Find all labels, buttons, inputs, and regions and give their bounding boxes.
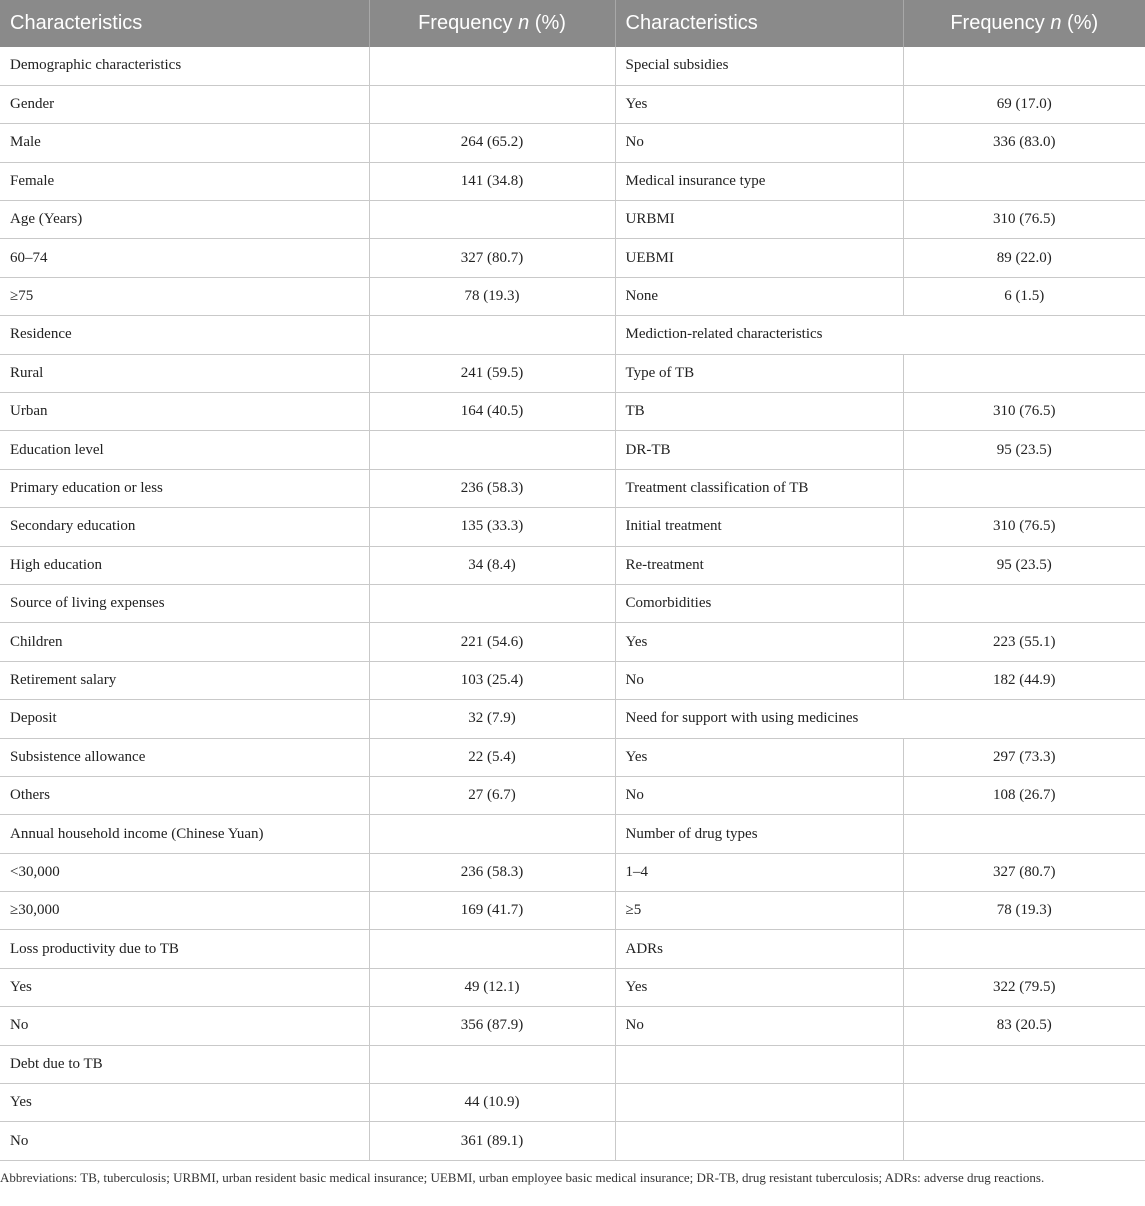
left-characteristic: Age (Years): [0, 201, 369, 239]
left-frequency: 327 (80.7): [369, 239, 615, 277]
header-frequency-left-suffix: (%): [529, 12, 566, 34]
left-frequency: 27 (6.7): [369, 776, 615, 814]
right-characteristic: Yes: [615, 85, 903, 123]
left-characteristic: High education: [0, 546, 369, 584]
left-characteristic: ≥75: [0, 277, 369, 315]
left-characteristic: Gender: [0, 85, 369, 123]
left-characteristic: Rural: [0, 354, 369, 392]
table-row: [0, 239, 1145, 277]
left-frequency: 103 (25.4): [369, 661, 615, 699]
left-characteristic: 60–74: [0, 239, 369, 277]
left-characteristic: Male: [0, 124, 369, 162]
right-section-heading: Mediction-related characteristics: [615, 316, 1145, 354]
right-frequency: 78 (19.3): [903, 892, 1145, 930]
right-characteristic: ADRs: [615, 930, 903, 968]
right-characteristic: No: [615, 661, 903, 699]
left-characteristic: Source of living expenses: [0, 584, 369, 622]
left-frequency: [369, 85, 615, 123]
table-row: [0, 815, 1145, 853]
right-characteristic: [615, 1122, 903, 1160]
right-characteristic: No: [615, 776, 903, 814]
right-frequency: 223 (55.1): [903, 623, 1145, 661]
right-frequency: [903, 1084, 1145, 1122]
table-row: [0, 85, 1145, 123]
table-row: [0, 776, 1145, 814]
left-frequency: 141 (34.8): [369, 162, 615, 200]
table-row: [0, 47, 1145, 85]
right-characteristic: No: [615, 124, 903, 162]
left-frequency: [369, 815, 615, 853]
table-row: [0, 162, 1145, 200]
table-row: [0, 623, 1145, 661]
header-frequency-right-prefix: Frequency: [950, 12, 1051, 34]
left-frequency: 236 (58.3): [369, 469, 615, 507]
left-characteristic: Loss productivity due to TB: [0, 930, 369, 968]
right-frequency: 327 (80.7): [903, 853, 1145, 891]
header-frequency-right: [903, 0, 1145, 47]
right-characteristic: Treatment classification of TB: [615, 469, 903, 507]
table-row: [0, 277, 1145, 315]
table-row: [0, 354, 1145, 392]
right-characteristic: Medical insurance type: [615, 162, 903, 200]
table-row: [0, 738, 1145, 776]
table-row: [0, 1007, 1145, 1045]
table-row: [0, 469, 1145, 507]
right-characteristic: No: [615, 1007, 903, 1045]
left-characteristic: Urban: [0, 393, 369, 431]
left-frequency: 32 (7.9): [369, 700, 615, 738]
right-characteristic: [615, 1084, 903, 1122]
right-characteristic: [615, 1045, 903, 1083]
left-characteristic: Yes: [0, 968, 369, 1006]
right-frequency: 336 (83.0): [903, 124, 1145, 162]
header-frequency-left-prefix: Frequency: [418, 12, 519, 34]
table-row: [0, 1084, 1145, 1122]
table-row: [0, 393, 1145, 431]
left-frequency: 44 (10.9): [369, 1084, 615, 1122]
right-frequency: [903, 584, 1145, 622]
right-characteristic: Comorbidities: [615, 584, 903, 622]
left-frequency: 169 (41.7): [369, 892, 615, 930]
right-frequency: 108 (26.7): [903, 776, 1145, 814]
right-characteristic: Special subsidies: [615, 47, 903, 85]
right-frequency: 69 (17.0): [903, 85, 1145, 123]
table-row: [0, 431, 1145, 469]
left-characteristic: Yes: [0, 1084, 369, 1122]
table-row: [0, 316, 1145, 354]
right-characteristic: TB: [615, 393, 903, 431]
header-characteristics-left: Characteristics: [0, 0, 369, 47]
right-frequency: [903, 930, 1145, 968]
table-row: [0, 508, 1145, 546]
right-characteristic: Yes: [615, 623, 903, 661]
left-characteristic: Retirement salary: [0, 661, 369, 699]
left-characteristic: Demographic characteristics: [0, 47, 369, 85]
left-frequency: 49 (12.1): [369, 968, 615, 1006]
left-characteristic: Deposit: [0, 700, 369, 738]
right-characteristic: Yes: [615, 968, 903, 1006]
right-frequency: 182 (44.9): [903, 661, 1145, 699]
left-characteristic: Others: [0, 776, 369, 814]
table-row: [0, 546, 1145, 584]
right-characteristic: UEBMI: [615, 239, 903, 277]
left-characteristic: Secondary education: [0, 508, 369, 546]
table-row: [0, 892, 1145, 930]
left-frequency: [369, 201, 615, 239]
table-header-row: [0, 0, 1145, 47]
right-section-heading: Need for support with using medicines: [615, 700, 1145, 738]
left-frequency: 34 (8.4): [369, 546, 615, 584]
left-characteristic: Residence: [0, 316, 369, 354]
right-characteristic: Type of TB: [615, 354, 903, 392]
left-frequency: 361 (89.1): [369, 1122, 615, 1160]
left-frequency: 241 (59.5): [369, 354, 615, 392]
table-row: [0, 968, 1145, 1006]
right-frequency: 95 (23.5): [903, 546, 1145, 584]
right-characteristic: Number of drug types: [615, 815, 903, 853]
left-characteristic: Children: [0, 623, 369, 661]
left-frequency: [369, 431, 615, 469]
header-frequency-left: [369, 0, 615, 47]
left-frequency: [369, 316, 615, 354]
right-frequency: [903, 1045, 1145, 1083]
left-frequency: 236 (58.3): [369, 853, 615, 891]
left-frequency: 22 (5.4): [369, 738, 615, 776]
left-frequency: [369, 584, 615, 622]
right-frequency: 310 (76.5): [903, 393, 1145, 431]
right-characteristic: None: [615, 277, 903, 315]
left-frequency: [369, 47, 615, 85]
right-frequency: [903, 162, 1145, 200]
left-characteristic: Subsistence allowance: [0, 738, 369, 776]
right-frequency: 297 (73.3): [903, 738, 1145, 776]
left-frequency: [369, 1045, 615, 1083]
left-frequency: 221 (54.6): [369, 623, 615, 661]
left-frequency: 164 (40.5): [369, 393, 615, 431]
left-characteristic: Debt due to TB: [0, 1045, 369, 1083]
left-frequency: 135 (33.3): [369, 508, 615, 546]
left-characteristic: Female: [0, 162, 369, 200]
left-characteristic: Education level: [0, 431, 369, 469]
left-frequency: 356 (87.9): [369, 1007, 615, 1045]
left-characteristic: No: [0, 1122, 369, 1160]
table-row: [0, 1045, 1145, 1083]
right-frequency: 83 (20.5): [903, 1007, 1145, 1045]
right-frequency: 310 (76.5): [903, 201, 1145, 239]
table-row: [0, 853, 1145, 891]
table-row: [0, 661, 1145, 699]
right-frequency: [903, 354, 1145, 392]
right-frequency: 322 (79.5): [903, 968, 1145, 1006]
right-characteristic: DR-TB: [615, 431, 903, 469]
left-frequency: 264 (65.2): [369, 124, 615, 162]
right-characteristic: ≥5: [615, 892, 903, 930]
right-frequency: [903, 469, 1145, 507]
left-characteristic: No: [0, 1007, 369, 1045]
right-frequency: 95 (23.5): [903, 431, 1145, 469]
left-characteristic: Primary education or less: [0, 469, 369, 507]
right-characteristic: Re-treatment: [615, 546, 903, 584]
right-characteristic: 1–4: [615, 853, 903, 891]
right-frequency: [903, 47, 1145, 85]
left-characteristic: Annual household income (Chinese Yuan): [0, 815, 369, 853]
right-characteristic: URBMI: [615, 201, 903, 239]
right-frequency: [903, 815, 1145, 853]
table-row: [0, 1122, 1145, 1160]
table-row: [0, 201, 1145, 239]
header-characteristics-right: Characteristics: [615, 0, 903, 47]
right-characteristic: Yes: [615, 738, 903, 776]
right-characteristic: Initial treatment: [615, 508, 903, 546]
right-frequency: 89 (22.0): [903, 239, 1145, 277]
header-frequency-left-n: n: [518, 12, 530, 34]
table-row: [0, 124, 1145, 162]
left-characteristic: ≥30,000: [0, 892, 369, 930]
left-characteristic: <30,000: [0, 853, 369, 891]
right-frequency: 310 (76.5): [903, 508, 1145, 546]
header-frequency-right-n: n: [1050, 12, 1062, 34]
table-row: [0, 700, 1145, 738]
table-row: [0, 584, 1145, 622]
table-footnote: Abbreviations: TB, tuberculosis; URBMI, urban resident basic medical insurance; UEBMI, urban employee basic medical insurance; DR-TB, drug resistant tuberculosis; ADRs: adverse drug reactions.: [0, 1170, 1045, 1185]
left-frequency: [369, 930, 615, 968]
header-frequency-right-suffix: (%): [1061, 12, 1099, 34]
right-frequency: [903, 1122, 1145, 1160]
left-frequency: 78 (19.3): [369, 277, 615, 315]
table-row: [0, 930, 1145, 968]
right-frequency: 6 (1.5): [903, 277, 1145, 315]
